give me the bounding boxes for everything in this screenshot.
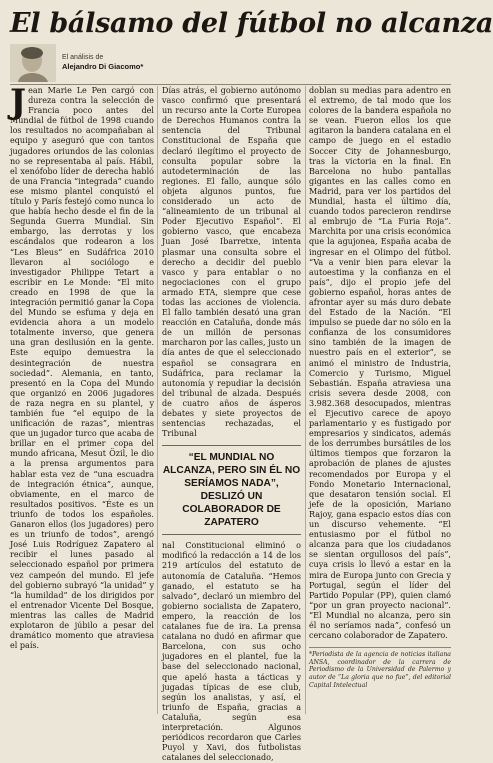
byline-row: [10, 44, 451, 85]
column-2-text-a: Días atrás, el gobierno autónomo vasco confirmó que presentará un recurso ante la Corte Europea de Derechos Humanos contra la sentencia del Tribunal Constitucional de España que declaró ilegítimo el proyecto de consulta popular sobre la autodeterminación de las regiones. El fallo, aunque sólo objeta algunos puntos, fue considerado un acto de “alineamiento de un tribunal al Poder Ejecutivo Español”. El gobierno vasco, que encabeza Juan José Ibarretxe, intenta plasmar una consulta sobre el derecho a decidir del pueblo vasco y para entablar o no negociaciones con el grupo armado ETA, siempre que cese todas las acciones de violencia. El fallo también desató una gran reacción en Cataluña, donde más de un millón de personas marcharon por las calles, justo un día antes de que el seleccionado español se consagrara en Sudáfrica, para reclamar la autonomía y repudiar la decisión del tribunal de alzada. Después de cuatro años de ásperos debates y siete proyectos de sentencias rechazadas, el Tribunal: [162, 86, 301, 439]
author-footnote: *Periodista de la agencia de noticias italiana ANSA, coordinador de la carrera de Periodismo de la Universidad de Palermo y autor de “La gloria que no fue”, del editorial Capital Intelectual: [309, 647, 451, 689]
column-3: [309, 86, 451, 726]
headline: El bálsamo del fútbol no alcanza: [10, 8, 493, 39]
drop-cap: J: [10, 82, 27, 122]
column-divider: [305, 86, 306, 714]
column-2: [162, 86, 301, 763]
paragraph: [10, 82, 154, 651]
byline: [62, 53, 143, 71]
column-1-text: ean Marie Le Pen cargó con dureza contra la selección de Francia poco antes del Mundial de fútbol de 1998 cuando los resultados no acompañaban al equipo y aseguró que con tantos jugadores oriundos de las colonias no se representaba al país. Hábil, el xenófobo líder de derecha habló de una Francia “integrada” cuando ese mismo plantel conquistó el título y París festejó como nunca lo que había hecho desde el fin de la Segunda Guerra Mundial. Sin embargo, las derrotas y los escándalos que rodearon a los “Les Bleus” en Sudáfrica 2010 llevaron al sociólogo e investigador Philippe Tetart a escribir en Le Monde: “El mito creado en 1998 de que la integración permitió ganar la Copa del Mundo se esfuma y deja en evidencia ahora a un modelo totalmente inverso, que genera una gran desilusión en la gente. Este equipo demuestra la desintegración de nuestra sociedad”. Alemania, en tanto, presentó en la Copa del Mundo que organizó en 2006 jugadores de raza negra en su plantel, y también fue “el equipo de la unificación de razas”, mientras que un jugador turco que acaba de brillar en el primer copa del mundo africana, Mesut Özil, le dio a la prensa argumentos para hablar esta vez de “una escuadra de integración étnica”, aunque, obviamente, en el marco de resultados positivos. “Éste es un triunfo de todos los españoles. Ganaron ellos (los jugadores) pero es un triunfo de todos”, arengó José Luis Rodríguez Zapatero al recibir el lunes pasado al seleccionado español por primera vez campeón del mundo. El jefe del gobierno subrayó “la unidad” y “la humildad” de los dirigidos por el entrenador Vicente Del Bosque, mientras las calles de Madrid explotaron de júbilo a pesar del dramático momento que atraviesa el país.: [10, 86, 154, 651]
column-2-text-b: nal Constitucional eliminó o modificó la redacción a 14 de los 219 artículos del estatuto de autonomía de Cataluña. “Hemos ganado, el estatuto se ha salvado”, declaró un miembro del gobierno socialista de Zapatero, empero, la reacción de los catalanes fue de ira. La prensa catalana no dudó en afirmar que Barcelona, con sus ocho jugadores en el plantel, fue la base del seleccionado nacional, que apeló hasta a tácticas y jugadas típicas de ese club, según los analistas, y así, el triunfo de España, gracias a Cataluña, según esa interpretación. Algunos periódicos recordaron que Carles Puyol y Xavi, dos futbolistas catalanes del seleccionado,: [162, 541, 301, 763]
pull-quote: “EL MUNDIAL NO ALCANZA, PERO SIN ÉL NO SERÍAMOS NADA”, DESLIZÓ UN COLABORADOR DE ZAPATERO: [162, 445, 301, 535]
column-3-text: doblan su medias para adentro en el extremo, de tal modo que los colores de la bandera española no se vean. Fueron ellos los que agitaron la bandera catalana en el campo de juego en el estadio Soccer City de Johannesburgo, tras la victoria en la final. En Barcelona no hubo pantallas gigantes en las calles como en Madrid, para ver los partidos del Mundial, hasta el último día, cuando todos parecieron rendirse al embrujo de “La Furia Roja”. Marchita por una crisis económica que la agujonea, España acaba de ingresar en el Olimpo del fútbol. “Va a venir bien para elevar la autoestima y la confianza en el país”, dijo el propio jefe del gobierno español, horas antes de afrontar ayer su más duro debate del Estado de la Nación. “El impulso se puede dar no sólo en la confianza de los consumidores sino también de la imagen de nuestro país en el exterior”, se animó el ministro de Industria, Comercio y Turismo, Miguel Sebastián. España atraviesa una crisis severa desde 2008, con 3.982.368 desocupados, mientras el Ejecutivo carece de apoyo parlamentario y es fustigado por empresarios y sindicatos, además de los derrumbes bursátiles de los últimos tiempos que forzaron la aprobación de planes de ajustes recomendados por Europa y el Fondo Monetario Internacional, que desataron tensión social. El jefe de la oposición, Mariano Rajoy, gana espacio estos días con un discurso vehemente. “El entusiasmo por el fútbol no alcanza para que los ciudadanos se sientan orgullosos del país”, cuya crisis lo llevó a estar en la mira de Europa junto con Grecia y Portugal, según el líder del Partido Popular (PP), quien clamó “por un gran proyecto nacional”. “El Mundial no alcanza, pero sin él no seríamos nada”, confesó un cercano colaborador de Zapatero.: [309, 86, 451, 641]
author-portrait: [10, 44, 56, 82]
column-divider: [157, 86, 158, 714]
author-name: Alejandro Di Giacomo*: [62, 62, 144, 71]
column-1: [10, 82, 154, 726]
section-label: El análisis de: [62, 54, 104, 61]
